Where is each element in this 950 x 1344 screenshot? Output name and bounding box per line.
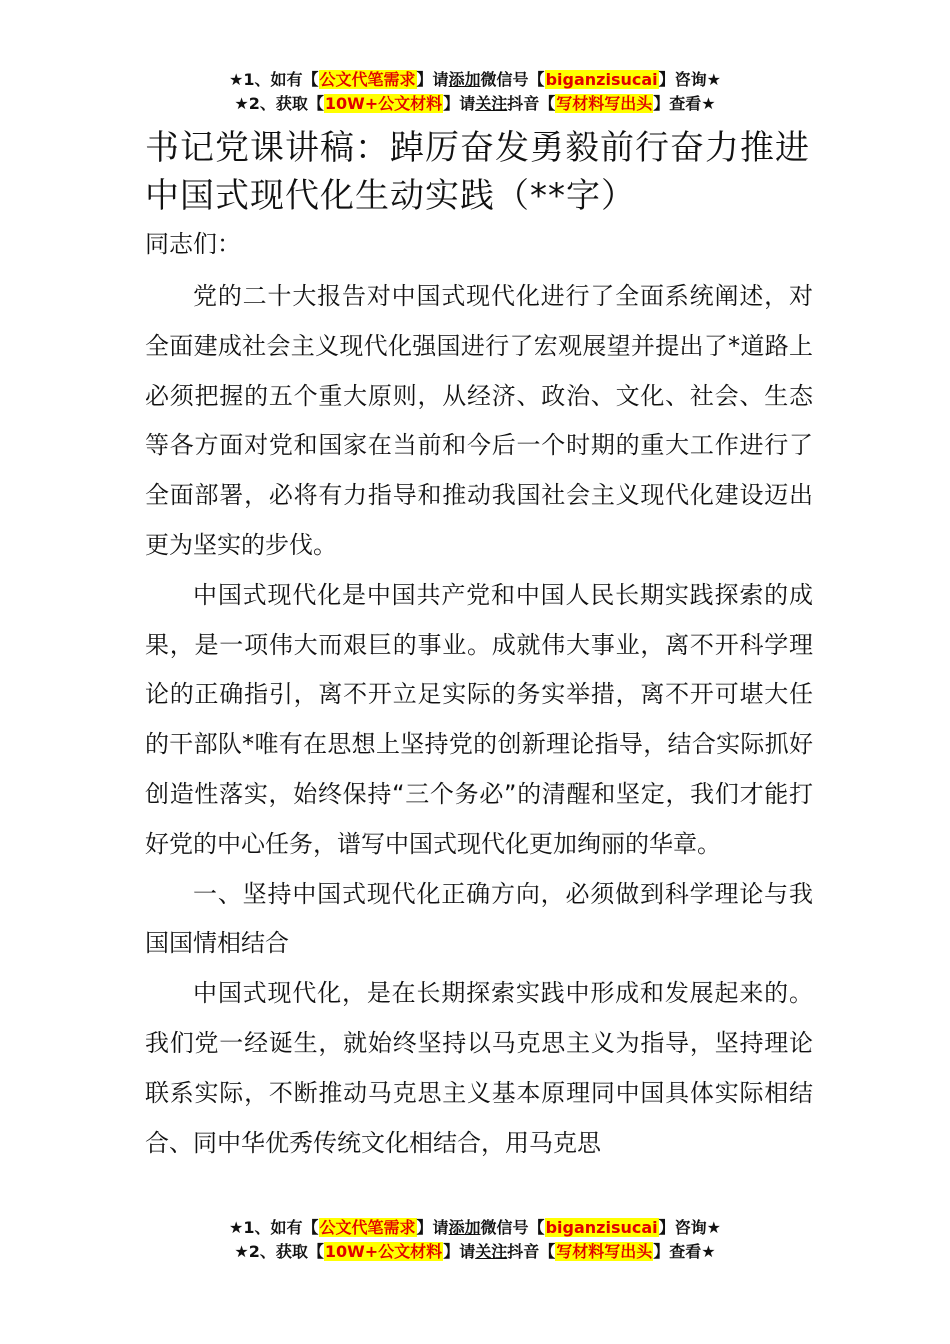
document-title: 书记党课讲稿：踔厉奋发勇毅前行奋力推进中国式现代化生动实践（**字） xyxy=(145,128,810,216)
promo-highlight: 10W+公文材料 xyxy=(324,94,443,113)
promo-highlight: 公文代笔需求 xyxy=(319,1218,416,1237)
body-paragraph: 党的二十大报告对中国式现代化进行了全面系统阐述，对全面建成社会主义现代化强国进行了宏观展望并提出了*道路上必须把握的五个重大原则，从经济、政治、文化、社会、生态等各方面对党和国家在当前和今后一个时期的重大工作进行了全面部署，必将有力指导和推动我国社会主义现代化建设迈出更为坚实的步伐。 xyxy=(145,282,813,559)
promo-highlight: 公文代笔需求 xyxy=(319,70,416,89)
promo-line-2: ★2、获取【10W+公文材料】请关注抖音【写材料写出头】查看★ xyxy=(234,94,716,113)
body-paragraph: 中国式现代化，是在长期探索实践中形成和发展起来的。我们党一经诞生，就始终坚持以马克思主义为指导，坚持理论联系实际，不断推动马克思主义基本原理同中国具体实际相结合、同中华优秀传统文化相结合，用马克思 xyxy=(145,979,813,1157)
promo-highlight: biganzisucai xyxy=(545,1218,658,1237)
salutation: 同志们： xyxy=(145,230,241,258)
promo-highlight: 写材料写出头 xyxy=(556,94,653,113)
document-body xyxy=(145,272,813,1168)
bottom-promo-banner xyxy=(0,1216,950,1264)
section-heading: 一、坚持中国式现代化正确方向，必须做到科学理论与我国国情相结合 xyxy=(145,879,813,958)
promo-highlight: 10W+公文材料 xyxy=(324,1242,443,1261)
promo-line-1: ★1、如有【公文代笔需求】请添加微信号【biganzisucai】咨询★ xyxy=(229,1218,721,1237)
promo-highlight: 写材料写出头 xyxy=(556,1242,653,1261)
top-promo-banner xyxy=(0,68,950,116)
promo-line-1: ★1、如有【公文代笔需求】请添加微信号【biganzisucai】咨询★ xyxy=(229,70,721,89)
body-paragraph: 中国式现代化是中国共产党和中国人民长期实践探索的成果，是一项伟大而艰巨的事业。成就伟大事业，离不开科学理论的正确指引，离不开立足实际的务实举措，离不开可堪大任的干部队*唯有在思想上坚持党的创新理论指导，结合实际抓好创造性落实，始终保持“三个务必”的清醒和坚定，我们才能打好党的中心任务，谱写中国式现代化更加绚丽的华章。 xyxy=(145,580,813,858)
promo-highlight: biganzisucai xyxy=(545,70,658,89)
promo-line-2: ★2、获取【10W+公文材料】请关注抖音【写材料写出头】查看★ xyxy=(234,1242,716,1261)
